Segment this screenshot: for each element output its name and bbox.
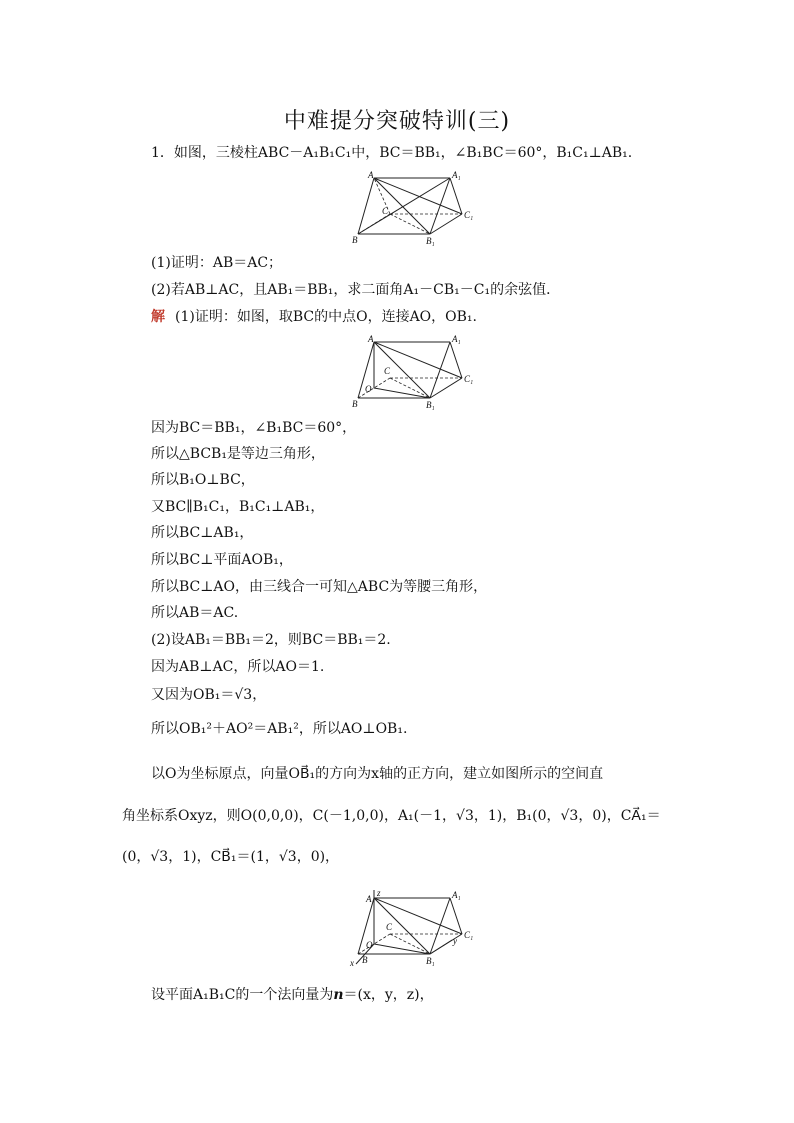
solution-step-3: 所以B₁O⊥BC，	[151, 472, 255, 488]
solution-paragraph-1: 以O为坐标原点，向量OB⃗₁的方向为x轴的正方向，建立如图所示的空间直	[151, 766, 604, 782]
solution-step-12: 所以OB₁²＋AO²＝AB₁²，所以AO⊥OB₁.	[151, 721, 408, 737]
solution-last-line	[151, 985, 434, 1005]
solution-step-5: 所以BC⊥AB₁，	[151, 525, 254, 541]
label-C1: C₁	[464, 930, 474, 940]
label-O: O	[366, 940, 373, 950]
label-A: A	[368, 334, 374, 344]
label-B: B	[352, 235, 358, 245]
label-A: A	[368, 170, 374, 180]
solution-step-10: 因为AB⊥AC，所以AO＝1.	[151, 659, 325, 675]
figure-prism-1	[352, 170, 482, 246]
normal-vector-intro: 设平面A₁B₁C的一个法向量为	[151, 987, 334, 1003]
label-B: B	[352, 399, 358, 409]
solution-step-4: 又BC∥B₁C₁，B₁C₁⊥AB₁，	[151, 499, 325, 515]
figure-prism-2	[352, 334, 482, 410]
solution-paragraph-3: (0，√3，1)，CB⃗₁＝(1，√3，0)，	[122, 849, 340, 865]
label-C1: C₁	[464, 210, 474, 220]
solution-step-9: (2)设AB₁＝BB₁＝2，则BC＝BB₁＝2.	[151, 632, 391, 648]
solution-step-8: 所以AB＝AC.	[151, 605, 239, 621]
label-A1: A₁	[452, 170, 461, 180]
solution-step-7: 所以BC⊥AO，由三线合一可知△ABC为等腰三角形，	[151, 579, 488, 595]
label-C: C	[382, 206, 389, 216]
label-C: C	[384, 366, 391, 376]
problem-statement: 1．如图，三棱柱ABC－A₁B₁C₁中，BC＝BB₁，∠B₁BC＝60°，B₁C₁⊥AB₁.	[151, 145, 633, 161]
solution-step-11: 又因为OB₁＝√3，	[151, 687, 267, 703]
figure-prism-3	[340, 888, 480, 968]
problem-part1: (1)证明：AB＝AC；	[151, 255, 283, 271]
problem-part2: (2)若AB⊥AC，且AB₁＝BB₁，求二面角A₁－CB₁－C₁的余弦值．	[151, 282, 561, 298]
solution-paragraph-2: 角坐标系Oxyz，则O(0,0,0)，C(－1,0,0)，A₁(－1，√3，1)，B₁(0，√3，0)，CA⃗₁＝	[122, 808, 661, 824]
label-A: A	[366, 894, 372, 904]
label-C1: C₁	[464, 374, 474, 384]
solution-step-2: 所以△BCB₁是等边三角形，	[151, 446, 325, 462]
solution-step-1: 因为BC＝BB₁，∠B₁BC＝60°，	[151, 420, 357, 436]
normal-vector-components: ＝(x，y，z)，	[343, 987, 434, 1003]
axis-z-label: z	[377, 888, 381, 898]
normal-vector-symbol: n	[333, 987, 344, 1003]
solution-intro: (1)证明：如图，取BC的中点O，连接AO，OB₁.	[175, 309, 477, 325]
solution-label: 解	[151, 309, 165, 325]
axis-x-label: x	[350, 958, 354, 968]
axis-y-label: y	[453, 936, 457, 946]
label-B1: B₁	[426, 236, 435, 246]
label-O: O	[365, 384, 372, 394]
label-B: B	[362, 955, 368, 965]
page-title: 中难提分突破特训(三)	[283, 109, 511, 134]
label-A1: A₁	[452, 334, 461, 344]
label-B1: B₁	[426, 400, 435, 410]
solution-step-6: 所以BC⊥平面AOB₁，	[151, 552, 293, 568]
label-B1: B₁	[426, 956, 435, 966]
label-A1: A₁	[452, 890, 461, 900]
label-C: C	[386, 922, 393, 932]
solution-intro-line	[151, 307, 477, 327]
